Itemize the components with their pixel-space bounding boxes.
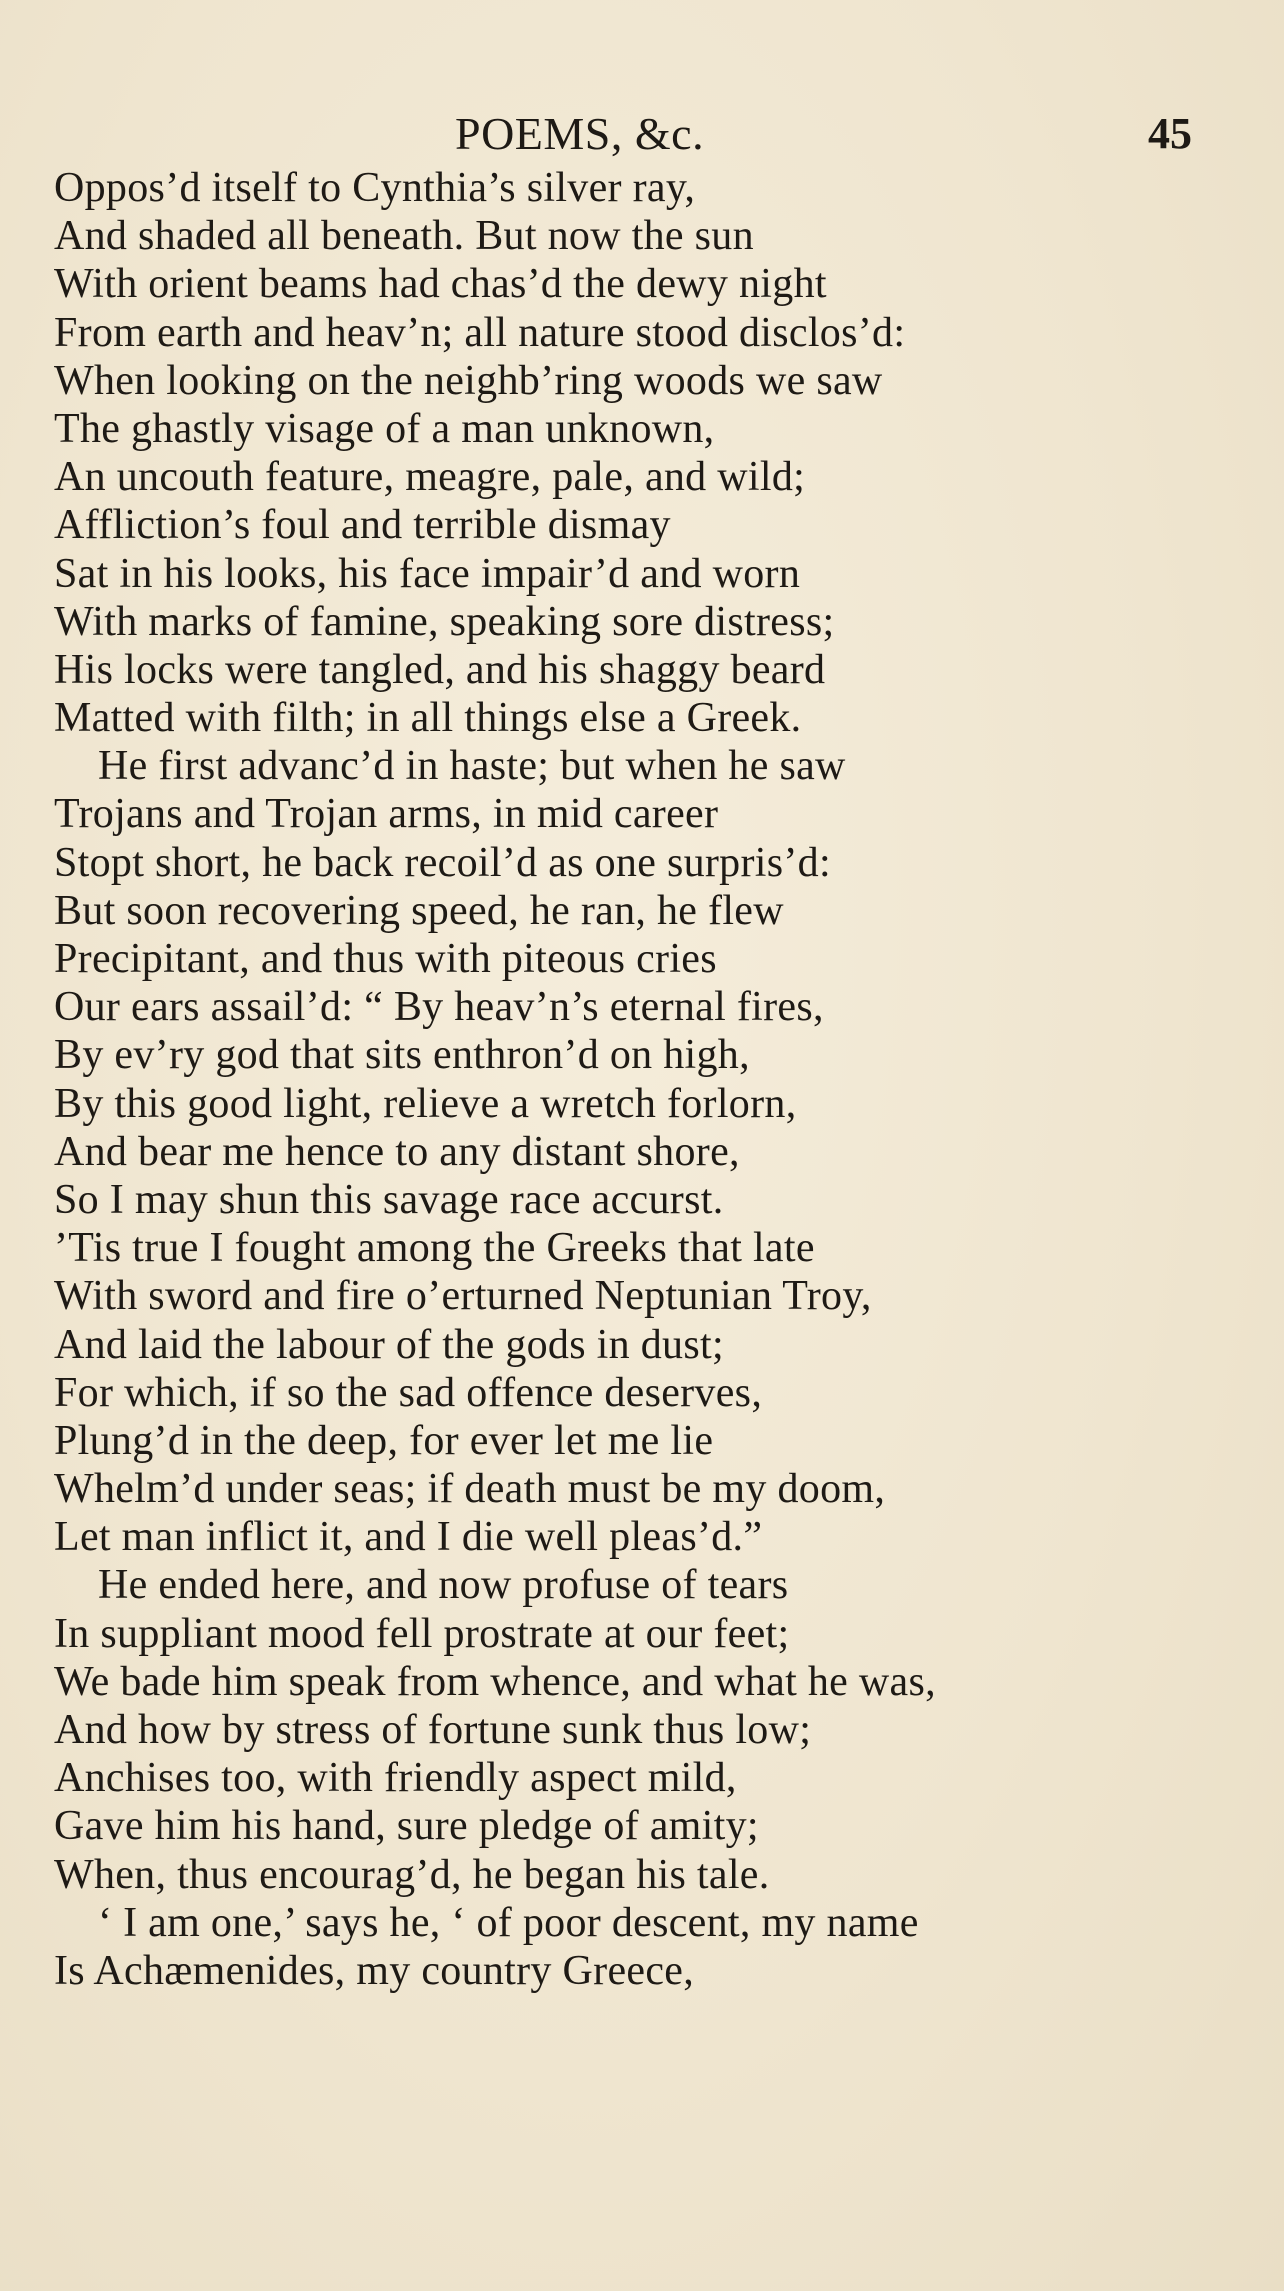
- verse-line: ‘ I am one,’ says he, ‘ of poor descent, my name: [98, 1899, 919, 1946]
- verse-line: Matted with filth; in all things else a Greek.: [54, 695, 802, 742]
- verse-line: Oppos’d itself to Cynthia’s silver ray,: [54, 165, 696, 211]
- running-title: POEMS, &c.: [455, 108, 705, 159]
- verse-line: Anchises too, with friendly aspect mild,: [54, 1755, 737, 1802]
- verse-line: We bade him speak from whence, and what he was,: [54, 1658, 936, 1705]
- page-header: [0, 104, 1284, 164]
- verse-line: And bear me hence to any distant shore,: [54, 1128, 740, 1175]
- verse-line: With marks of famine, speaking sore distress;: [54, 598, 835, 645]
- verse-line: Sat in his looks, his face impair’d and worn: [54, 550, 801, 597]
- verse-line: He ended here, and now profuse of tears: [98, 1562, 789, 1609]
- verse-line: Let man inflict it, and I die well pleas’d.”: [54, 1514, 763, 1561]
- page-number: 45: [1148, 109, 1192, 158]
- verse-line: And how by stress of fortune sunk thus low;: [54, 1707, 812, 1753]
- verse-line: Our ears assail’d: “ By heav’n’s eternal fires,: [54, 984, 824, 1031]
- verse-line: The ghastly visage of a man unknown,: [54, 405, 715, 452]
- verse-line: Plung’d in the deep, for ever let me lie: [54, 1417, 714, 1464]
- verse-line: Trojans and Trojan arms, in mid career: [54, 791, 719, 838]
- verse-line: An uncouth feature, meagre, pale, and wild;: [54, 454, 806, 501]
- verse-line: By this good light, relieve a wretch forlorn,: [54, 1080, 797, 1127]
- verse-line: For which, if so the sad offence deserves,: [54, 1369, 763, 1416]
- verse-line: In suppliant mood fell prostrate at our feet;: [54, 1610, 790, 1657]
- verse-line: And shaded all beneath. But now the sun: [54, 213, 754, 260]
- verse-line: With sword and fire o’erturned Neptunian Troy,: [54, 1273, 872, 1320]
- verse-line: He first advanc’d in haste; but when he saw: [98, 743, 846, 790]
- verse-line: But soon recovering speed, he ran, he flew: [54, 887, 784, 934]
- verse-line: When, thus encourag’d, he began his tale.: [54, 1851, 770, 1898]
- verse-line: Gave him his hand, sure pledge of amity;: [54, 1803, 759, 1850]
- verse-line: And laid the labour of the gods in dust;: [54, 1321, 724, 1368]
- verse-line: With orient beams had chas’d the dewy night: [54, 261, 827, 308]
- verse-line: Affliction’s foul and terrible dismay: [54, 502, 671, 549]
- verse-line: When looking on the neighb’ring woods we saw: [54, 357, 883, 404]
- verse-line: Whelm’d under seas; if death must be my doom,: [54, 1466, 886, 1513]
- verse-line: His locks were tangled, and his shaggy beard: [54, 646, 826, 693]
- poem-text: [54, 164, 1254, 1995]
- verse-line: ’Tis true I fought among the Greeks that late: [54, 1225, 815, 1272]
- verse-line: Precipitant, and thus with piteous cries: [54, 936, 717, 982]
- verse-line: From earth and heav’n; all nature stood disclos’d:: [54, 309, 906, 356]
- verse-line: Is Achæmenides, my country Greece,: [54, 1947, 695, 1994]
- verse-line: Stopt short, he back recoil’d as one surpris’d:: [54, 839, 831, 886]
- verse-line: By ev’ry god that sits enthron’d on high,: [54, 1032, 750, 1079]
- verse-line: So I may shun this savage race accurst.: [54, 1176, 724, 1223]
